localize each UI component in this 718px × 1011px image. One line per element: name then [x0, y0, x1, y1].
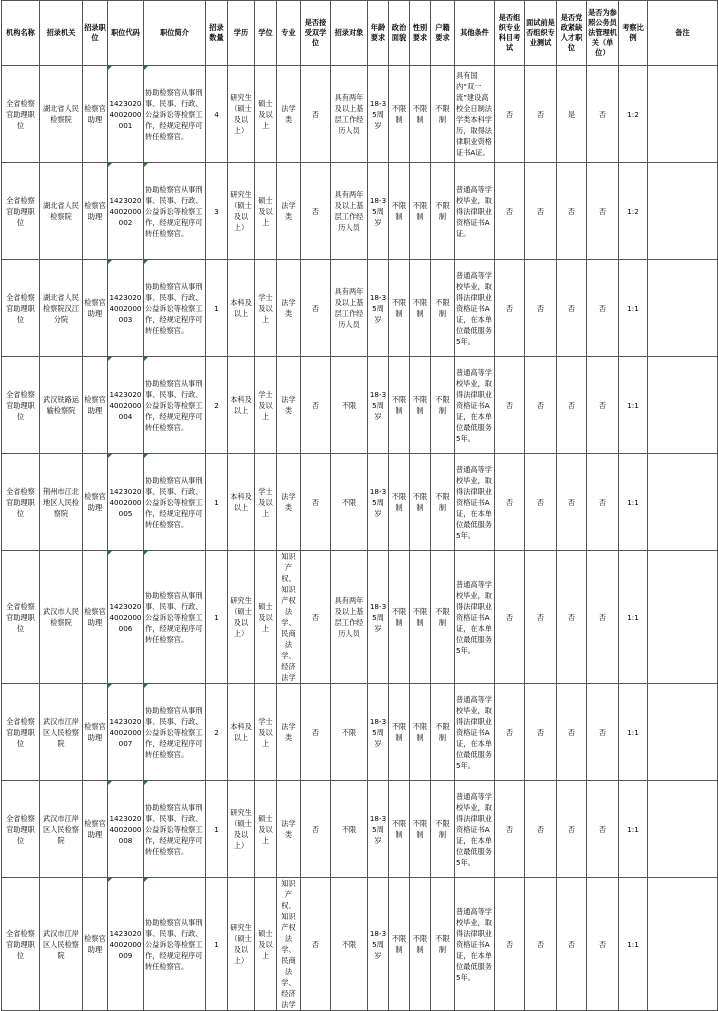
table-cell: 普通高等学校毕业，取得法律职业资格证书A证，在本单位最低服务5年。: [455, 357, 495, 454]
table-cell: 否: [587, 551, 619, 684]
column-header: 其他条件: [455, 1, 495, 66]
table-cell: 不限制: [389, 684, 410, 781]
table-cell: 18-35周岁: [368, 551, 389, 684]
table-row: [2, 781, 718, 878]
table-cell: 具有两年及以上基层工作经历人员: [331, 163, 368, 260]
table-cell: 否: [525, 878, 557, 1011]
table-cell: 1:2: [619, 163, 648, 260]
table-cell: 普通高等学校毕业，取得法律职业资格证书A证，在本单位最低服务5年。: [455, 551, 495, 684]
table-cell: 否: [301, 163, 331, 260]
column-header: 备注: [648, 1, 718, 66]
table-cell: 1: [206, 781, 228, 878]
table-cell: 否: [587, 66, 619, 163]
table-cell: 14230204002000005: [108, 454, 144, 551]
table-cell: 14230204002000001: [108, 66, 144, 163]
table-cell: 不限制: [410, 454, 431, 551]
table-cell: 全省检察官助理职位: [2, 66, 40, 163]
table-cell: 不限制: [431, 878, 455, 1011]
table-cell: 检察官助理: [83, 781, 108, 878]
table-cell: 否: [525, 684, 557, 781]
column-header: 招录职位: [83, 1, 108, 66]
table-cell: 否: [495, 781, 525, 878]
table-cell: 否: [495, 551, 525, 684]
table-cell: 检察官助理: [83, 551, 108, 684]
table-cell: 全省检察官助理职位: [2, 878, 40, 1011]
table-cell: 不限制: [410, 163, 431, 260]
table-cell: 否: [557, 454, 587, 551]
table-cell: 14230204002000002: [108, 163, 144, 260]
table-cell: 18-35周岁: [368, 163, 389, 260]
table-cell: 否: [557, 878, 587, 1011]
table-cell: [648, 260, 718, 357]
table-cell: 否: [587, 357, 619, 454]
table-cell: 本科及以上: [228, 684, 255, 781]
table-cell: 1:1: [619, 551, 648, 684]
table-cell: 荆州市江北地区人民检察院: [40, 454, 83, 551]
table-cell: 具有两年及以上基层工作经历人员: [331, 260, 368, 357]
table-cell: 否: [495, 260, 525, 357]
table-cell: 本科及以上: [228, 454, 255, 551]
table-cell: 不限制: [410, 781, 431, 878]
table-cell: 武汉市江岸区人民检察院: [40, 878, 83, 1011]
table-cell: [648, 781, 718, 878]
table-cell: 不限制: [389, 551, 410, 684]
table-cell: 否: [587, 781, 619, 878]
column-header: 户籍要求: [431, 1, 455, 66]
header-row: [2, 1, 718, 66]
column-header: 是否为参照公务员法管理机关（单位）: [587, 1, 619, 66]
table-cell: 不限制: [431, 781, 455, 878]
table-cell: [648, 163, 718, 260]
table-cell: 不限制: [389, 878, 410, 1011]
table-cell: 否: [557, 260, 587, 357]
table-cell: 学士及以上: [255, 684, 277, 781]
column-header: 面试前是否组织专业测试: [525, 1, 557, 66]
table-cell: 协助检察官从事刑事、民事、行政、公益诉讼等检察工作，经规定程序可转任检察官。: [144, 878, 206, 1011]
table-cell: 硕士及以上: [255, 781, 277, 878]
table-cell: 不限制: [431, 684, 455, 781]
table-row: [2, 878, 718, 1011]
column-header: 年龄要求: [368, 1, 389, 66]
table-cell: 1:1: [619, 260, 648, 357]
table-cell: 法学类: [277, 684, 301, 781]
table-cell: 湖北省人民检察院汉江分院: [40, 260, 83, 357]
table-cell: 否: [301, 684, 331, 781]
table-cell: 全省检察官助理职位: [2, 260, 40, 357]
table-cell: 否: [525, 781, 557, 878]
table-cell: 硕士及以上: [255, 551, 277, 684]
table-cell: 法学类: [277, 357, 301, 454]
table-cell: 18-35周岁: [368, 684, 389, 781]
table-cell: 具有两年及以上基层工作经历人员: [331, 66, 368, 163]
table-cell: 1:1: [619, 878, 648, 1011]
table-cell: 18-35周岁: [368, 260, 389, 357]
table-cell: 1:1: [619, 357, 648, 454]
table-cell: 不限制: [431, 163, 455, 260]
table-cell: 具有国内“双一流”建设高校全日制法学类本科学历，取得法律职业资格证书A证。: [455, 66, 495, 163]
table-cell: 不限制: [431, 454, 455, 551]
table-cell: 否: [587, 454, 619, 551]
table-cell: 1: [206, 260, 228, 357]
table-cell: 研究生（硕士及以上）: [228, 878, 255, 1011]
table-cell: 否: [587, 684, 619, 781]
table-cell: 知识产权、知识产权法学、民商法学、经济法学: [277, 878, 301, 1011]
table-cell: 协助检察官从事刑事、民事、行政、公益诉讼等检察工作，经规定程序可转任检察官。: [144, 66, 206, 163]
table-cell: 3: [206, 163, 228, 260]
table-cell: 4: [206, 66, 228, 163]
column-header: 招录数量: [206, 1, 228, 66]
table-row: [2, 454, 718, 551]
table-row: [2, 260, 718, 357]
table-cell: 否: [301, 878, 331, 1011]
table-cell: 研究生（硕士及以上）: [228, 551, 255, 684]
table-cell: 否: [587, 163, 619, 260]
table-cell: 法学类: [277, 163, 301, 260]
table-cell: 14230204002000006: [108, 551, 144, 684]
table-cell: 不限: [331, 357, 368, 454]
table-cell: 14230204002000007: [108, 684, 144, 781]
table-cell: 法学类: [277, 260, 301, 357]
table-cell: 本科及以上: [228, 357, 255, 454]
table-cell: 否: [557, 551, 587, 684]
column-header: 职位简介: [144, 1, 206, 66]
table-cell: 硕士及以上: [255, 163, 277, 260]
table-cell: 普通高等学校毕业，取得法律职业资格证书A证，在本单位最低服务5年。: [455, 454, 495, 551]
table-cell: 检察官助理: [83, 66, 108, 163]
table-cell: 不限制: [389, 66, 410, 163]
table-cell: 武汉市人民检察院: [40, 551, 83, 684]
table-cell: 全省检察官助理职位: [2, 357, 40, 454]
column-header: 专业: [277, 1, 301, 66]
table-cell: 否: [301, 357, 331, 454]
table-cell: 否: [525, 357, 557, 454]
table-cell: 不限制: [431, 357, 455, 454]
table-cell: 湖北省人民检察院: [40, 163, 83, 260]
table-cell: 学士及以上: [255, 357, 277, 454]
table-cell: [648, 878, 718, 1011]
column-header: 职位代码: [108, 1, 144, 66]
table-cell: 普通高等学校毕业，取得法律职业资格证书A证，在本单位最低服务5年。: [455, 260, 495, 357]
column-header: 学历: [228, 1, 255, 66]
table-cell: 1:1: [619, 454, 648, 551]
table-row: [2, 684, 718, 781]
table-cell: 14230204002000003: [108, 260, 144, 357]
table-cell: 不限制: [410, 66, 431, 163]
table-cell: 不限制: [389, 781, 410, 878]
table-cell: 研究生（硕士及以上）: [228, 781, 255, 878]
table-cell: 不限制: [410, 684, 431, 781]
table-cell: 不限制: [389, 454, 410, 551]
table-cell: 否: [301, 454, 331, 551]
table-cell: 武汉市江岸区人民检察院: [40, 781, 83, 878]
table-cell: 普通高等学校毕业，取得法律职业资格证书A证，在本单位最低服务5年。: [455, 878, 495, 1011]
table-cell: 否: [495, 454, 525, 551]
table-cell: 协助检察官从事刑事、民事、行政、公益诉讼等检察工作，经规定程序可转任检察官。: [144, 454, 206, 551]
table-cell: 否: [495, 66, 525, 163]
table-cell: 否: [495, 878, 525, 1011]
column-header: 是否组织专业科目考试: [495, 1, 525, 66]
table-cell: 法学类: [277, 454, 301, 551]
table-cell: 协助检察官从事刑事、民事、行政、公益诉讼等检察工作，经规定程序可转任检察官。: [144, 260, 206, 357]
table-cell: 协助检察官从事刑事、民事、行政、公益诉讼等检察工作，经规定程序可转任检察官。: [144, 357, 206, 454]
table-cell: 不限制: [410, 878, 431, 1011]
table-cell: 否: [525, 551, 557, 684]
table-cell: 协助检察官从事刑事、民事、行政、公益诉讼等检察工作，经规定程序可转任检察官。: [144, 684, 206, 781]
table-cell: 1:2: [619, 66, 648, 163]
table-cell: 不限制: [389, 260, 410, 357]
table-cell: 武汉市江岸区人民检察院: [40, 684, 83, 781]
table-cell: 法学类: [277, 66, 301, 163]
table-cell: 知识产权、知识产权法学、民商法学、经济法学: [277, 551, 301, 684]
table-cell: 武汉铁路运输检察院: [40, 357, 83, 454]
table-cell: 协助检察官从事刑事、民事、行政、公益诉讼等检察工作，经规定程序可转任检察官。: [144, 781, 206, 878]
table-cell: 18-35周岁: [368, 878, 389, 1011]
table-cell: 18-35周岁: [368, 66, 389, 163]
table-row: [2, 163, 718, 260]
table-cell: 不限制: [431, 66, 455, 163]
table-cell: 18-35周岁: [368, 781, 389, 878]
table-cell: 普通高等学校毕业，取得法律职业资格证书A证，在本单位最低服务5年。: [455, 684, 495, 781]
table-cell: 1: [206, 878, 228, 1011]
table-cell: 2: [206, 357, 228, 454]
column-header: 招录对象: [331, 1, 368, 66]
table-cell: 否: [525, 66, 557, 163]
table-row: [2, 357, 718, 454]
column-header: 是否党政紧缺人才职位: [557, 1, 587, 66]
table-cell: 全省检察官助理职位: [2, 781, 40, 878]
table-cell: 否: [557, 684, 587, 781]
table-cell: 不限制: [410, 260, 431, 357]
table-cell: 1:1: [619, 684, 648, 781]
table-cell: 全省检察官助理职位: [2, 551, 40, 684]
table-cell: 1:1: [619, 781, 648, 878]
table-cell: 否: [301, 781, 331, 878]
column-header: 性别要求: [410, 1, 431, 66]
table-cell: 检察官助理: [83, 878, 108, 1011]
table-cell: 14230204002000009: [108, 878, 144, 1011]
column-header: 考察比例: [619, 1, 648, 66]
table-cell: 否: [495, 684, 525, 781]
table-cell: 不限制: [431, 260, 455, 357]
table-cell: 检察官助理: [83, 260, 108, 357]
table-cell: 否: [301, 260, 331, 357]
table-cell: [648, 454, 718, 551]
table-cell: [648, 357, 718, 454]
table-cell: 不限制: [389, 163, 410, 260]
table-cell: 协助检察官从事刑事、民事、行政、公益诉讼等检察工作，经规定程序可转任检察官。: [144, 551, 206, 684]
table-cell: 14230204002000008: [108, 781, 144, 878]
table-cell: 全省检察官助理职位: [2, 454, 40, 551]
table-row: [2, 551, 718, 684]
table-cell: 不限制: [410, 551, 431, 684]
table-cell: 18-35周岁: [368, 454, 389, 551]
table-body: [2, 66, 718, 1011]
table-cell: 本科及以上: [228, 260, 255, 357]
table-cell: 否: [587, 878, 619, 1011]
table-cell: 不限: [331, 878, 368, 1011]
table-cell: 否: [495, 163, 525, 260]
table-cell: 否: [301, 551, 331, 684]
column-header: 机构名称: [2, 1, 40, 66]
column-header: 政治面貌: [389, 1, 410, 66]
table-cell: 否: [557, 781, 587, 878]
table-cell: [648, 551, 718, 684]
table-cell: 硕士及以上: [255, 878, 277, 1011]
table-cell: 检察官助理: [83, 684, 108, 781]
table-cell: 检察官助理: [83, 454, 108, 551]
table-cell: 全省检察官助理职位: [2, 163, 40, 260]
table-cell: 否: [587, 260, 619, 357]
table-cell: 否: [525, 163, 557, 260]
table-cell: 湖北省人民检察院: [40, 66, 83, 163]
table-cell: 否: [557, 163, 587, 260]
table-cell: 不限: [331, 454, 368, 551]
table-cell: 学士及以上: [255, 260, 277, 357]
column-header: 招录机关: [40, 1, 83, 66]
table-cell: [648, 684, 718, 781]
table-cell: [648, 66, 718, 163]
table-cell: 研究生（硕士及以上）: [228, 66, 255, 163]
table-cell: 不限制: [431, 551, 455, 684]
table-cell: 否: [301, 66, 331, 163]
table-cell: 否: [525, 260, 557, 357]
table-cell: 否: [557, 357, 587, 454]
table-cell: 不限: [331, 781, 368, 878]
table-cell: 不限: [331, 684, 368, 781]
table-cell: 2: [206, 684, 228, 781]
table-cell: 否: [495, 357, 525, 454]
table-cell: 具有两年及以上基层工作经历人员: [331, 551, 368, 684]
table-cell: 1: [206, 454, 228, 551]
table-cell: 检察官助理: [83, 163, 108, 260]
table-cell: 18-35周岁: [368, 357, 389, 454]
table-cell: 硕士及以上: [255, 66, 277, 163]
table-cell: 14230204002000004: [108, 357, 144, 454]
table-cell: 协助检察官从事刑事、民事、行政、公益诉讼等检察工作，经规定程序可转任检察官。: [144, 163, 206, 260]
table-cell: 学士及以上: [255, 454, 277, 551]
table-cell: 普通高等学校毕业，取得法律职业资格证书A证，在本单位最低服务5年。: [455, 781, 495, 878]
table-cell: 不限制: [410, 357, 431, 454]
table-cell: 研究生（硕士及以上）: [228, 163, 255, 260]
table-cell: 1: [206, 551, 228, 684]
column-header: 是否接受双学位: [301, 1, 331, 66]
table-cell: 否: [525, 454, 557, 551]
table-row: [2, 66, 718, 163]
table-cell: 检察官助理: [83, 357, 108, 454]
table-cell: 法学类: [277, 781, 301, 878]
table-cell: 是: [557, 66, 587, 163]
recruitment-table: [1, 0, 718, 1011]
table-cell: 普通高等学校毕业，取得法律职业资格证书A证。: [455, 163, 495, 260]
table-cell: 不限制: [389, 357, 410, 454]
table-cell: 全省检察官助理职位: [2, 684, 40, 781]
column-header: 学位: [255, 1, 277, 66]
